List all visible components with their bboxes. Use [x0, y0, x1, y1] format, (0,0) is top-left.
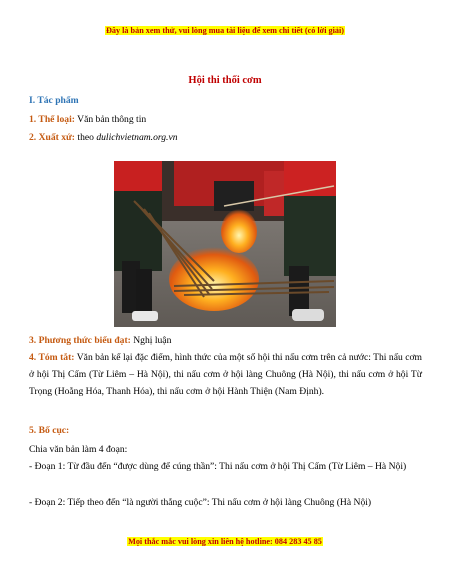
summary-label: 4. Tóm tắt: [29, 352, 75, 363]
summary-paragraph [29, 349, 422, 400]
hotline-banner [0, 537, 450, 546]
festival-photo [114, 161, 336, 327]
preview-notice-banner [0, 26, 450, 35]
genre-label: 1. Thể loại: [29, 114, 75, 125]
hotline-text: Mọi thắc mắc vui lòng xin liên hệ hotline: 084 283 45 85 [128, 537, 322, 546]
expression-mode-label: 3. Phương thức biểu đạt: [29, 335, 131, 346]
origin-line [29, 132, 425, 144]
origin-label: 2. Xuất xứ: [29, 132, 75, 143]
structure-part-2: - Đoạn 2: Tiếp theo đến “là người thắng cuộc”: Thi nấu cơm ở hội làng Chuông (Hà Nội) [29, 497, 372, 508]
genre-value: Văn bản thông tin [74, 114, 147, 125]
structure-part-1: - Đoạn 1: Từ đầu đến “được dùng để cúng thần”: Thi nấu cơm ở hội Thị Cấm (Từ Liêm – Hà Nội) [29, 461, 407, 472]
preview-notice-text: Đây là bản xem thử, vui lòng mua tài liệu để xem chi tiết (có lời giải) [105, 26, 344, 35]
expression-mode-value: Nghị luận [130, 335, 172, 346]
origin-prefix: theo [75, 132, 97, 143]
rice-cooking-contest-photo [114, 161, 336, 327]
structure-intro: Chia văn bản làm 4 đoạn: [29, 444, 128, 455]
origin-source: dulichvietnam.org.vn [96, 132, 178, 143]
structure-heading: 5. Bố cục: [29, 425, 70, 436]
expression-mode-line [29, 335, 425, 347]
genre-line [29, 114, 425, 126]
section-heading-work: I. Tác phẩm [29, 95, 79, 106]
document-title: Hội thi thổi cơm [188, 75, 262, 86]
summary-text: Văn bản kể lại đặc điểm, hình thức của một số hội thi nấu cơm trên cả nước: Thi nấu cơm ở hội Thị Cấm (Từ Liêm – Hà Nội), thi nấu cơm ở hội làng Chuông (Hà Nội), thi nấu cơm ở hội Từ Trọng (Hoằng Hóa, Thanh Hóa), thi nấu cơm ở hội Hành Thiện (Nam Định). [29, 352, 422, 397]
